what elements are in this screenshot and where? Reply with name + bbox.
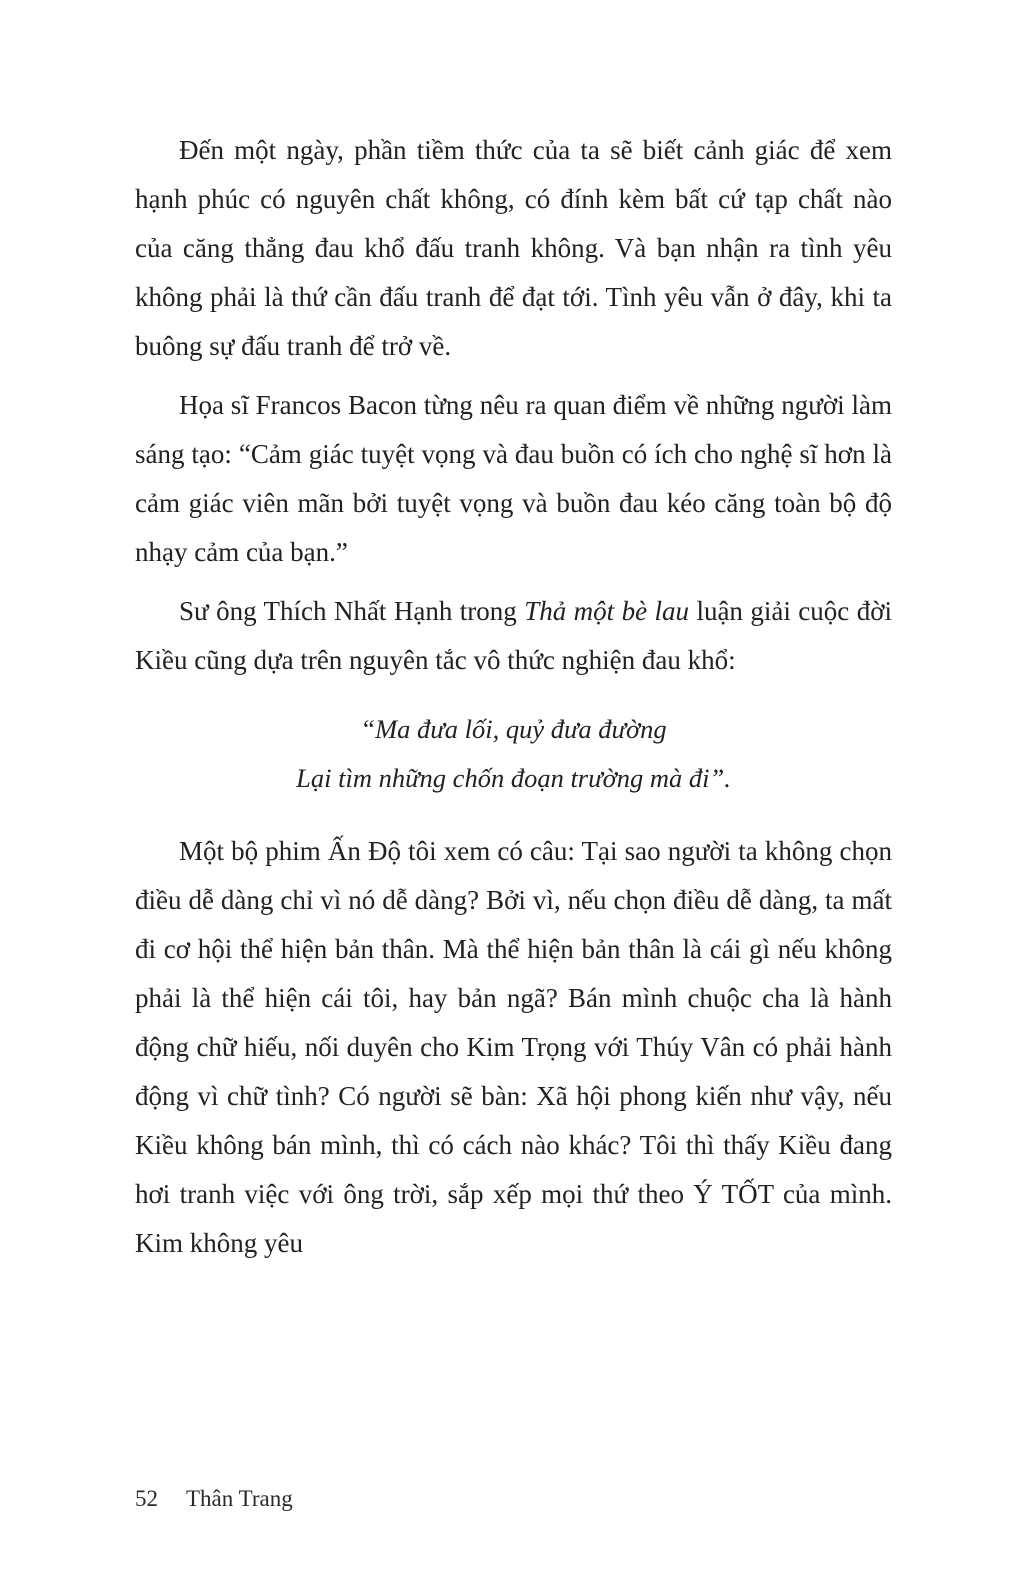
verse-line: “Ma đưa lối, quỷ đưa đường — [360, 714, 667, 744]
paragraph: Một bộ phim Ấn Độ tôi xem có câu: Tại sao người ta không chọn điều dễ dàng chỉ vì nó dễ dàng? Bởi vì, nếu chọn điều dễ dàng, ta mất đi cơ hội thể hiện bản thân. Mà thể hiện bản thân là cái gì nếu không phải là thể hiện cái tôi, hay bản ngã? Bán mình chuộc cha là hành động chữ hiếu, nối duyên cho Kim Trọng với Thúy Vân có phải hành động vì chữ tình? Có người sẽ bàn: Xã hội phong kiến như vậy, nếu Kiều không bán mình, thì có cách nào khác? Tôi thì thấy Kiều đang hơi tranh việc với ông trời, sắp xếp mọi thứ theo Ý TỐT của mình. Kim không yêu — [135, 836, 892, 1258]
running-title: Thân Trang — [186, 1486, 293, 1511]
verse-quote — [135, 705, 892, 803]
paragraph: Họa sĩ Francos Bacon từng nêu ra quan điểm về những người làm sáng tạo: “Cảm giác tuyệt vọng và đau buồn có ích cho nghệ sĩ hơn là cảm giác viên mãn bởi tuyệt vọng và buồn đau kéo căng toàn bộ độ nhạy cảm của bạn.” — [135, 390, 892, 567]
paragraph — [135, 587, 892, 685]
book-title-reference: Thả một bè lau — [524, 596, 690, 626]
page-footer — [135, 1485, 293, 1513]
paragraph: Đến một ngày, phần tiềm thức của ta sẽ biết cảnh giác để xem hạnh phúc có nguyên chất không, có đính kèm bất cứ tạp chất nào của căng thẳng đau khổ đấu tranh không. Và bạn nhận ra tình yêu không phải là thứ cần đấu tranh để đạt tới. Tình yêu vẫn ở đây, khi ta buông sự đấu tranh để trở về. — [135, 135, 892, 361]
page-number: 52 — [135, 1486, 158, 1511]
verse-line: Lại tìm những chốn đoạn trường mà đi”. — [296, 763, 731, 793]
paragraph-text: luận giải cuộc đời Kiều cũng dựa trên nguyên tắc vô thức nghiện đau khổ: — [135, 596, 892, 675]
page-body-text — [135, 126, 892, 1268]
paragraph-text: Sư ông Thích Nhất Hạnh trong — [179, 596, 525, 626]
